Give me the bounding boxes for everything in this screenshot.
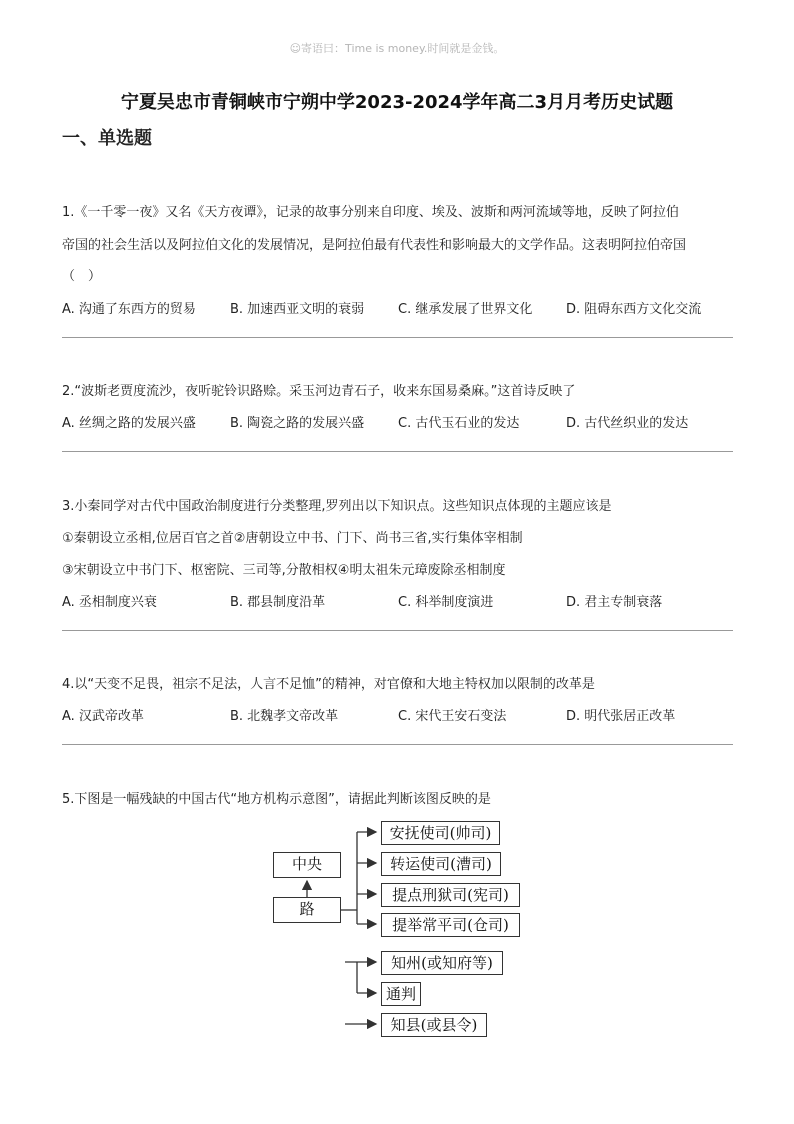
question-2-line-1: 2.“波斯老贾度流沙，夜听驼铃识路赊。采玉河边青石子，收来东国易桑麻。”这首诗反映了 xyxy=(62,384,576,399)
node-tongpan: 通判 xyxy=(381,982,421,1006)
question-2-option-b[interactable]: B. 陶瓷之路的发展兴盛 xyxy=(230,416,365,431)
node-central: 中央 xyxy=(273,852,341,878)
question-3-option-c[interactable]: C. 科举制度演进 xyxy=(398,595,494,610)
question-3-line-2: ①秦朝设立丞相,位居百官之首②唐朝设立中书、门下、尚书三省,实行集体宰相制 xyxy=(62,531,523,546)
page-title: 宁夏吴忠市青铜峡市宁朔中学2023-2024学年高二3月月考历史试题 xyxy=(120,92,674,113)
question-1-option-d[interactable]: D. 阻碍东西方文化交流 xyxy=(566,302,702,317)
question-4-line-1: 4.以“天变不足畏，祖宗不足法，人言不足恤”的精神，对官僚和大地主特权加以限制的改革是 xyxy=(62,677,595,692)
question-4-option-b[interactable]: B. 北魏孝文帝改革 xyxy=(230,709,339,724)
node-anfu-office: 安抚使司(帅司) xyxy=(381,821,500,845)
node-tidian-office: 提点刑狱司(宪司) xyxy=(381,883,520,907)
question-4-option-a[interactable]: A. 汉武帝改革 xyxy=(62,709,144,724)
node-zhizhou: 知州(或知府等) xyxy=(381,951,503,975)
node-lu: 路 xyxy=(273,897,341,923)
question-4-option-c[interactable]: C. 宋代王安石变法 xyxy=(398,709,507,724)
question-2-option-a[interactable]: A. 丝绸之路的发展兴盛 xyxy=(62,416,196,431)
question-2-option-c[interactable]: C. 古代玉石业的发达 xyxy=(398,416,520,431)
question-5-line-1: 5.下图是一幅残缺的中国古代“地方机构示意图”，请据此判断该图反映的是 xyxy=(62,792,491,807)
question-3-option-b[interactable]: B. 郡县制度沿革 xyxy=(230,595,326,610)
question-1-line-3: （ ） xyxy=(62,269,102,284)
section-heading: 一、单选题 xyxy=(62,128,152,149)
question-1-option-b[interactable]: B. 加速西亚文明的衰弱 xyxy=(230,302,365,317)
question-1-line-2: 帝国的社会生活以及阿拉伯文化的发展情况，是阿拉伯最有代表性和影响最大的文学作品。这表明阿拉伯帝国 xyxy=(62,238,687,253)
node-tiju-office: 提举常平司(仓司) xyxy=(381,913,520,937)
question-4-option-d[interactable]: D. 明代张居正改革 xyxy=(566,709,676,724)
question-3-option-d[interactable]: D. 君主专制衰落 xyxy=(566,595,663,610)
separator-1 xyxy=(62,337,733,338)
node-zhixian: 知县(或县令) xyxy=(381,1013,487,1037)
separator-2 xyxy=(62,451,733,452)
separator-3 xyxy=(62,630,733,631)
separator-4 xyxy=(62,744,733,745)
question-3-option-a[interactable]: A. 丞相制度兴衰 xyxy=(62,595,157,610)
question-3-line-1: 3.小秦同学对古代中国政治制度进行分类整理,罗列出以下知识点。这些知识点体现的主题应该是 xyxy=(62,499,612,514)
node-zhuanyun-office: 转运使司(漕司) xyxy=(381,852,501,876)
question-1-line-1: 1.《一千零一夜》又名《天方夜谭》，记录的故事分别来自印度、埃及、波斯和两河流域等地，反映了阿拉伯 xyxy=(62,205,679,220)
question-3-line-3: ③宋朝设立中书门下、枢密院、三司等,分散相权④明太祖朱元璋废除丞相制度 xyxy=(62,563,506,578)
question-1-option-c[interactable]: C. 继承发展了世界文化 xyxy=(398,302,533,317)
question-2-option-d[interactable]: D. 古代丝织业的发达 xyxy=(566,416,689,431)
motto-header: ☺寄语曰：Time is money.时间就是金钱。 xyxy=(289,42,505,55)
question-1-option-a[interactable]: A. 沟通了东西方的贸易 xyxy=(62,302,196,317)
